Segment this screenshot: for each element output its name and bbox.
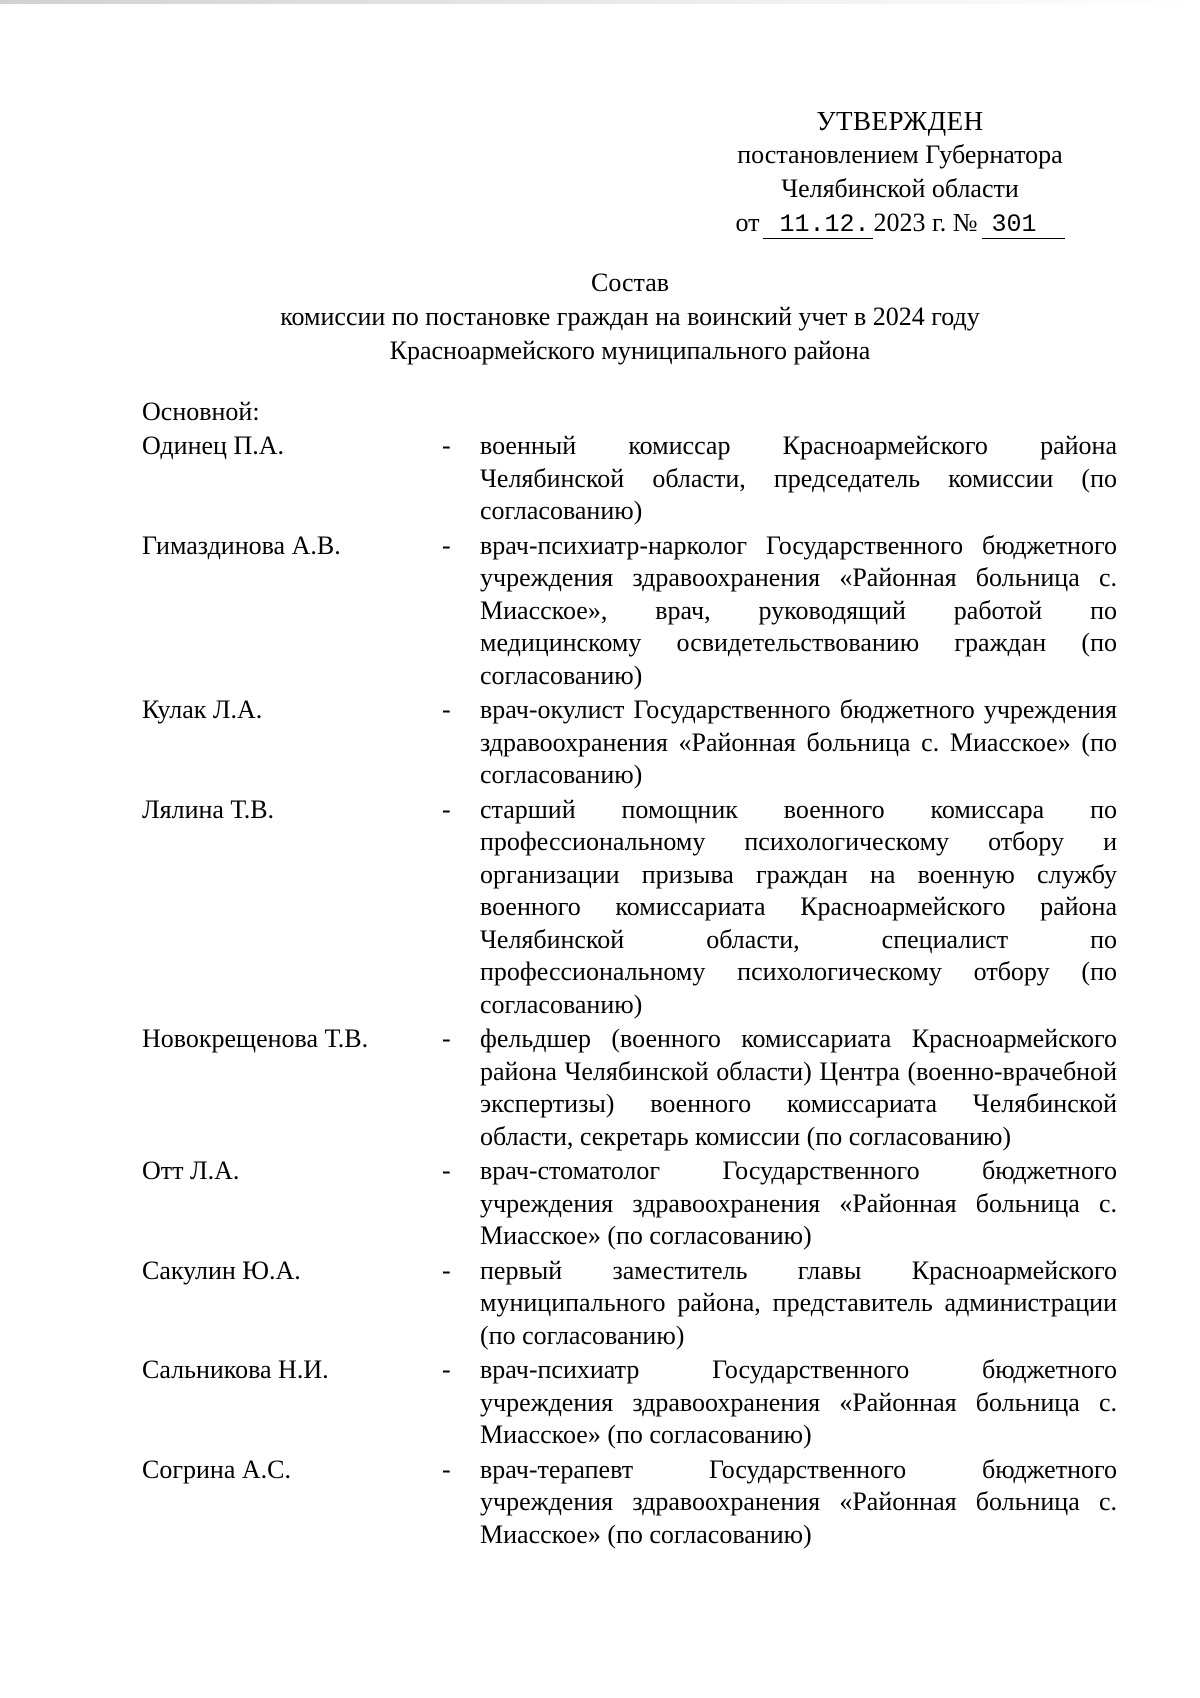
member-dash: - <box>442 1255 451 1285</box>
decree-date: 11.12. <box>763 212 873 239</box>
approval-line-1: постановлением Губернатора <box>737 140 1063 169</box>
member-dash: - <box>442 1024 451 1053</box>
member-name: Одинец П.А. <box>142 431 284 460</box>
member-dash: - <box>442 1454 451 1484</box>
member-role: фельдшер (военного комиссариата Красноармейского района Челябинской области) Центра (военно-врачебной экспертизы) военного комиссариата Челябинской области, секретарь комиссии (по согласованию) <box>480 1024 1117 1151</box>
section-label: Основной: <box>142 397 260 426</box>
title-line-1: Состав <box>590 268 670 297</box>
member-name: Кулак Л.А. <box>142 695 263 724</box>
title-line-2: комиссии по постановке граждан на воинский учет в 2024 году <box>280 302 980 331</box>
member-dash: - <box>442 1156 451 1185</box>
scan-edge <box>0 0 1200 4</box>
member-row <box>142 1155 1122 1253</box>
member-row <box>142 530 1122 693</box>
date-prefix: от <box>735 208 760 237</box>
title-line-3: Красноармейского муниципального района <box>389 336 871 365</box>
member-role: военный комиссар Красноармейского района Челябинской области, председатель комиссии (по согласованию) <box>480 431 1117 525</box>
decree-number: 301 <box>982 212 1065 239</box>
member-role: врач-стоматолог Государственного бюджетного учреждения здравоохранения «Районная больница с. Миасское» (по согласованию) <box>480 1156 1117 1250</box>
year-suffix: 2023 г. № <box>873 208 978 237</box>
members-list <box>142 430 1122 1551</box>
approval-heading: УТВЕРЖДЕН <box>816 106 984 136</box>
member-row <box>142 794 1122 1022</box>
member-name: Гимаздинова А.В. <box>142 530 341 560</box>
member-dash: - <box>442 794 451 824</box>
approval-line-2: Челябинской области <box>781 174 1019 203</box>
member-row <box>142 430 1122 528</box>
member-dash: - <box>442 431 451 460</box>
member-role: врач-терапевт Государственного бюджетного учреждения здравоохранения «Районная больница с. Миасское» (по согласованию) <box>480 1454 1117 1549</box>
member-role: первый заместитель главы Красноармейского муниципального района, представитель администрации (по согласованию) <box>480 1255 1117 1350</box>
member-dash: - <box>442 530 451 560</box>
member-row <box>142 1454 1122 1552</box>
member-row <box>142 1354 1122 1452</box>
member-name: Согрина А.С. <box>142 1454 291 1484</box>
member-name: Отт Л.А. <box>142 1156 240 1185</box>
member-row <box>142 1255 1122 1353</box>
member-dash: - <box>442 1355 451 1384</box>
approval-stamp <box>700 104 1100 240</box>
approval-date-line <box>700 206 1100 240</box>
member-dash: - <box>442 695 451 724</box>
member-row <box>142 1023 1122 1153</box>
member-role: врач-психиатр-нарколог Государственного бюджетного учреждения здравоохранения «Районная больница с. Миасское», врач, руководящий работой по медицинскому освидетельствованию граждан (по согласованию) <box>480 530 1117 690</box>
member-row <box>142 694 1122 792</box>
member-role: врач-психиатр Государственного бюджетного учреждения здравоохранения «Районная больница с. Миасское» (по согласованию) <box>480 1355 1117 1449</box>
member-name: Сальникова Н.И. <box>142 1355 329 1384</box>
member-role: старший помощник военного комиссара по профессиональному психологическому отбору и организации призыва граждан на военную службу военного комиссариата Красноармейского района Челябинской области, специалист по профессиональному психологическому отбору (по согласованию) <box>480 794 1117 1019</box>
document-title <box>130 266 1130 368</box>
member-role: врач-окулист Государственного бюджетного учреждения здравоохранения «Районная больница с. Миасское» (по согласованию) <box>480 695 1117 789</box>
member-name: Сакулин Ю.А. <box>142 1255 301 1285</box>
member-name: Лялина Т.В. <box>142 794 275 824</box>
member-name: Новокрещенова Т.В. <box>142 1024 369 1053</box>
